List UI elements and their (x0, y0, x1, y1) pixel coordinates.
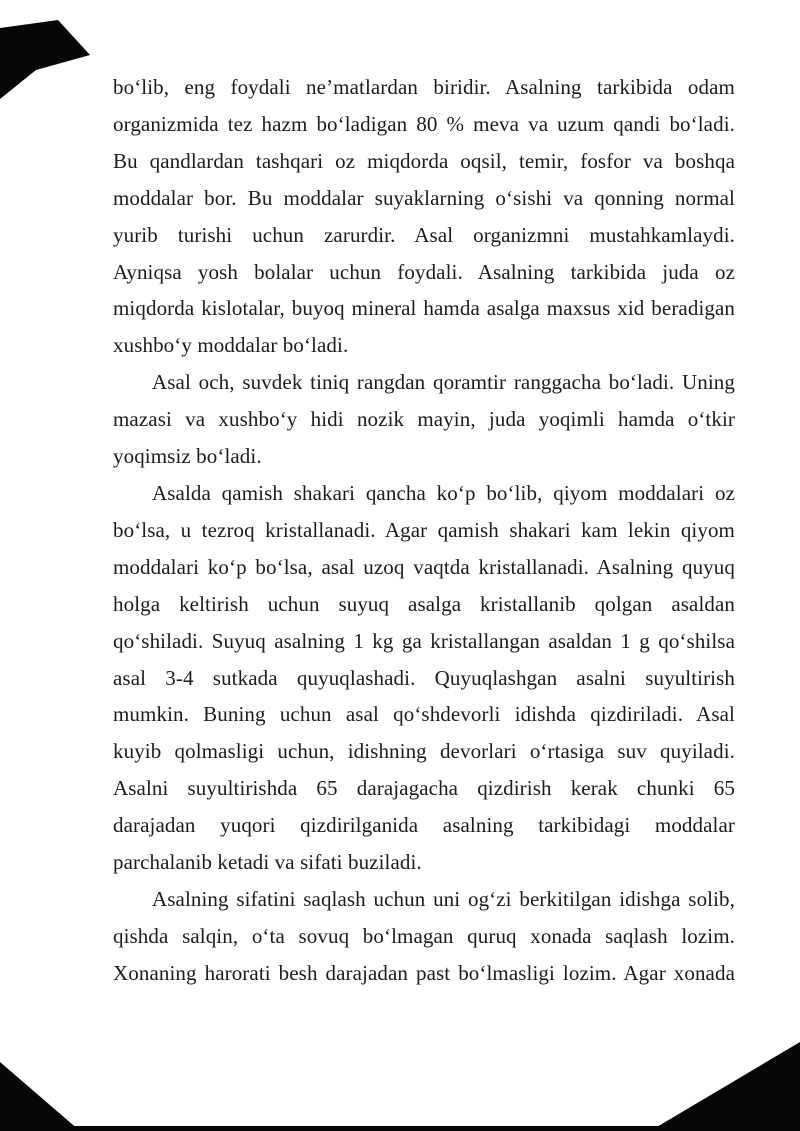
text-line: qishda salqin, o‘ta sovuq bo‘lmagan quruq xonada saqlash lozim. (113, 923, 735, 948)
paragraph (113, 881, 735, 992)
text-line: organizmida tez hazm bo‘ladigan 80 % meva va uzum qandi bo‘ladi. (113, 111, 735, 136)
text-line: mazasi va xushbo‘y hidi nozik mayin, juda yoqimli hamda o‘tkir (113, 407, 735, 432)
text-line: mumkin. Buning uchun asal qo‘shdevorli idishda qizdiriladi. Asal (113, 702, 735, 727)
text-line: Asalning sifatini saqlash uchun uni og‘zi berkitilgan idishga solib, (152, 886, 735, 911)
text-line: bo‘lsa, u tezroq kristallanadi. Agar qamish shakari kam lekin qiyom (113, 517, 735, 542)
paragraph (113, 69, 735, 364)
text-line: miqdorda kislotalar, buyoq mineral hamda asalga maxsus xid beradigan (113, 296, 735, 321)
paragraph (113, 475, 735, 881)
text-line: Asal och, suvdek tiniq rangdan qoramtir ranggacha bo‘ladi. Uning (152, 370, 735, 395)
text-line: moddalari ko‘p bo‘lsa, asal uzoq vaqtda kristallanadi. Asalning quyuq (113, 554, 735, 579)
text-line: Asalni suyultirishda 65 darajagacha qizdirish kerak chunki 65 (113, 776, 735, 801)
scan-mark-top-left (0, 20, 90, 99)
text-line: kuyib qolmasligi uchun, idishning devorlari o‘rtasiga suv quyiladi. (113, 739, 735, 764)
page-text-block (113, 69, 735, 992)
scan-mark-bottom-left (0, 1062, 80, 1131)
scan-mark-bottom-right (650, 1042, 800, 1131)
text-line: darajadan yuqori qizdirilganida asalning tarkibidagi moddalar (113, 813, 735, 838)
text-line: Asalda qamish shakari qancha ko‘p bo‘lib, qiyom moddalari oz (152, 480, 735, 505)
text-line: holga keltirish uchun suyuq asalga kristallanib qolgan asaldan (113, 591, 735, 616)
text-line: Xonaning harorati besh darajadan past bo‘lmasligi lozim. Agar xonada (113, 960, 735, 985)
text-line: parchalanib ketadi va sifati buziladi. (113, 850, 422, 875)
text-line: Bu qandlardan tashqari oz miqdorda oqsil, temir, fosfor va boshqa (113, 148, 735, 173)
text-line: moddalar bor. Bu moddalar suyaklarning o‘sishi va qonning normal (113, 185, 735, 210)
text-line: asal 3-4 sutkada quyuqlashadi. Quyuqlashgan asalni suyultirish (113, 665, 735, 690)
text-line: xushbo‘y moddalar bo‘ladi. (113, 333, 349, 358)
text-line: Ayniqsa yosh bolalar uchun foydali. Asalning tarkibida juda oz (113, 259, 735, 284)
text-line: bo‘lib, eng foydali ne’matlardan biridir. Asalning tarkibida odam (113, 75, 735, 99)
paragraph (113, 364, 735, 475)
text-line: qo‘shiladi. Suyuq asalning 1 kg ga kristallangan asaldan 1 g qo‘shilsa (113, 628, 735, 653)
scan-edge-bottom (0, 1126, 800, 1131)
text-line: yoqimsiz bo‘ladi. (113, 444, 262, 469)
text-line: yurib turishi uchun zarurdir. Asal organizmni mustahkamlaydi. (113, 222, 735, 247)
